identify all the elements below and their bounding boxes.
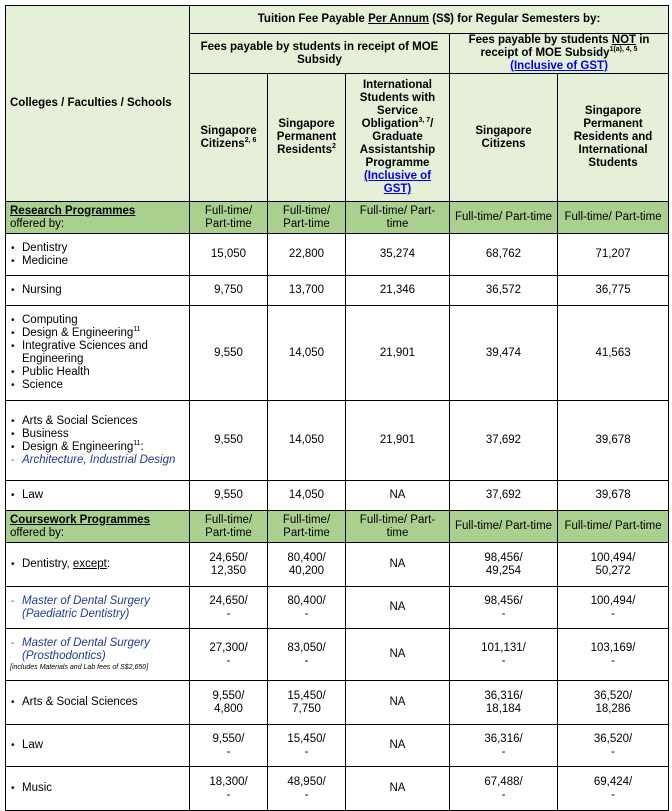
- gst-link[interactable]: (Inclusive of GST): [510, 60, 608, 72]
- fee-value: 35,274: [346, 234, 450, 276]
- fee-line: 9,550/: [212, 689, 245, 702]
- programme-item: [10, 558, 185, 571]
- programme-list: [10, 595, 185, 621]
- programme-name: Master of Dental Surgery (Paediatric Dentistry): [22, 594, 150, 620]
- fee-line: 103,169/: [590, 641, 636, 654]
- col-sg-pr: Singapore Permanent Residents$^2$: [268, 74, 346, 202]
- fee-line: -: [304, 788, 309, 801]
- fee-line: 18,286: [595, 702, 631, 715]
- programme-name: Law: [22, 739, 44, 751]
- fee-line: 98,456/: [484, 551, 523, 564]
- programme-item: [10, 415, 185, 428]
- fee-value: 9,550: [190, 306, 268, 401]
- fee-value: NA: [346, 481, 450, 511]
- programme-item: [10, 366, 185, 379]
- non-moe-subsidy-header: Fees payable by students NOT in receipt of MOE Subsidy$^{1(a), 4, 5}$ (Inclusive of GST): [450, 34, 669, 74]
- programme-cell: [6, 234, 190, 276]
- fee-line: -: [611, 654, 615, 667]
- study-mode-cell: Full-time/ Part-time: [190, 202, 268, 234]
- fee-line: 18,300/: [209, 775, 248, 788]
- study-mode-cell: Full-time/ Part-time: [558, 511, 669, 543]
- study-mode-cell: Full-time/ Part-time: [346, 511, 450, 543]
- fee-line: 100,494/: [590, 551, 636, 564]
- fee-value: [346, 725, 450, 767]
- fee-line: 69,424/: [593, 775, 633, 788]
- programme-name: Master of Dental Surgery (Prosthodontics): [22, 637, 150, 662]
- programme-item: [10, 314, 185, 327]
- programme-item: [10, 441, 185, 454]
- tuition-fee-table: [5, 5, 669, 811]
- programme-cell: [6, 725, 190, 767]
- gst-link[interactable]: (Inclusive of GST): [363, 170, 432, 195]
- fee-value: 71,207: [558, 234, 669, 276]
- fee-line: -: [501, 745, 506, 758]
- fee-line: -: [304, 745, 309, 758]
- programme-item: [10, 327, 185, 340]
- fee-line: 27,300/: [209, 641, 248, 654]
- programme-name: Science: [22, 379, 63, 391]
- fee-value: [190, 681, 268, 725]
- programme-item: [10, 739, 185, 752]
- fee-value: [268, 681, 346, 725]
- fee-line: -: [226, 607, 231, 620]
- programme-cell: [6, 681, 190, 725]
- fee-line: 80,400/: [287, 594, 326, 607]
- programme-list: [10, 415, 185, 467]
- fee-line: -: [611, 607, 615, 620]
- fee-value: 68,762: [450, 234, 558, 276]
- except-label: except: [72, 558, 107, 570]
- fee-line: 24,650/: [209, 594, 248, 607]
- sub-programme-item: [10, 637, 185, 663]
- fee-line: 80,400/: [287, 551, 326, 564]
- fee-value: [268, 725, 346, 767]
- programme-item: [10, 242, 185, 255]
- section-header-row: [6, 511, 669, 543]
- programme-cell: [6, 629, 190, 681]
- fee-row: [6, 276, 669, 306]
- fee-value: [450, 629, 558, 681]
- programme-suffix: :: [140, 440, 144, 453]
- programme-list: [10, 637, 185, 663]
- fee-value: 39,678: [558, 401, 669, 481]
- programme-name: Music: [22, 782, 53, 794]
- fee-value: [346, 681, 450, 725]
- programme-name: Medicine: [22, 254, 69, 267]
- fee-value: 14,050: [268, 306, 346, 401]
- fee-line: -: [226, 654, 231, 667]
- programme-cell: [6, 587, 190, 629]
- fee-value: 22,800: [268, 234, 346, 276]
- programme-name: Dentistry: [22, 241, 68, 254]
- fee-value: [558, 629, 669, 681]
- fee-value: [190, 629, 268, 681]
- fee-value: 36,775: [558, 276, 669, 306]
- col-sg-citizens: Singapore Citizens$^{2, 6}$: [190, 74, 268, 202]
- programme-cell: [6, 401, 190, 481]
- fee-value: [346, 587, 450, 629]
- fee-value: 37,692: [450, 401, 558, 481]
- col-international: International Students with Service Obligation$^{3, 7}$/ Graduate Assistantship Programme (Inclusive of GST): [346, 74, 450, 202]
- programme-cell: [6, 481, 190, 511]
- fee-value: [268, 587, 346, 629]
- fee-note: [includes Materials and Lab fees of S$2,650]: [10, 664, 149, 671]
- programme-list: [10, 558, 185, 571]
- fee-row: [6, 306, 669, 401]
- fee-line: 36,316/: [484, 732, 523, 745]
- main-header: Tuition Fee Payable Per Annum (S$) for Regular Semesters by:: [190, 6, 669, 34]
- fee-line: NA: [389, 739, 406, 751]
- fee-value: [450, 725, 558, 767]
- schools-column-header: Colleges / Faculties / Schools: [6, 6, 190, 202]
- sub-programme-item: [10, 454, 185, 467]
- fee-value: [558, 681, 669, 725]
- fee-value: [450, 587, 558, 629]
- section-offered-by: offered by:: [10, 217, 65, 230]
- programme-list: [10, 489, 185, 502]
- section-title-cell: [6, 511, 190, 543]
- fee-line: -: [501, 788, 506, 801]
- fee-line: NA: [389, 648, 406, 660]
- fee-row: [6, 481, 669, 511]
- fee-row: [6, 401, 669, 481]
- fee-value: [450, 681, 558, 725]
- fee-value: 21,901: [346, 401, 450, 481]
- section-title: Coursework Programmes: [10, 513, 150, 526]
- fee-value: 9,750: [190, 276, 268, 306]
- fee-row: [6, 725, 669, 767]
- programme-name: Design & Engineering: [22, 440, 134, 453]
- fee-row: [6, 629, 669, 681]
- fee-line: 100,494/: [590, 594, 636, 607]
- fee-line: NA: [389, 782, 406, 794]
- programme-item: [10, 428, 185, 441]
- fee-value: 9,550: [190, 401, 268, 481]
- footnote-ref: 11: [133, 326, 141, 334]
- programme-name: Law: [22, 489, 44, 501]
- fee-value: 36,572: [450, 276, 558, 306]
- fee-line: -: [304, 654, 309, 667]
- programme-cell: [6, 276, 190, 306]
- section-header-row: [6, 202, 669, 234]
- fee-line: -: [226, 788, 231, 801]
- study-mode-cell: Full-time/ Part-time: [450, 511, 558, 543]
- fee-line: 12,350: [210, 564, 247, 577]
- study-mode-cell: Full-time/ Part-time: [190, 511, 268, 543]
- fee-value: [268, 543, 346, 587]
- fee-line: NA: [389, 558, 406, 570]
- fee-value: [346, 543, 450, 587]
- fee-value: 15,050: [190, 234, 268, 276]
- programme-suffix: :: [106, 558, 111, 570]
- programme-item: [10, 340, 185, 366]
- programme-name: Computing: [22, 314, 78, 326]
- fee-row: [6, 681, 669, 725]
- fee-value: [190, 725, 268, 767]
- study-mode-cell: Full-time/ Part-time: [346, 202, 450, 234]
- fee-line: -: [501, 654, 506, 667]
- fee-row: [6, 234, 669, 276]
- fee-line: 36,520/: [593, 689, 633, 702]
- fee-line: 36,520/: [593, 732, 633, 745]
- programme-name: Business: [22, 427, 69, 440]
- fee-line: 24,650/: [209, 551, 248, 564]
- programme-name: Architecture, Industrial Design: [22, 453, 176, 466]
- programme-item: [10, 284, 185, 297]
- programme-name: Nursing: [22, 284, 62, 296]
- programme-name: Dentistry,: [22, 558, 73, 570]
- programme-item: [10, 782, 185, 795]
- programme-item: [10, 255, 185, 268]
- fee-line: 40,200: [288, 564, 325, 577]
- programme-list: [10, 314, 185, 392]
- fee-line: NA: [389, 696, 406, 708]
- programme-list: [10, 242, 185, 268]
- programme-item: [10, 379, 185, 392]
- fee-line: -: [226, 745, 231, 758]
- programme-name: Design & Engineering: [22, 327, 134, 339]
- fee-line: -: [501, 607, 506, 620]
- fee-value: [558, 587, 669, 629]
- fee-row: [6, 587, 669, 629]
- study-mode-cell: Full-time/ Part-time: [268, 202, 346, 234]
- fee-line: -: [304, 607, 309, 620]
- fee-line: 101,131/: [481, 641, 526, 654]
- fee-value: 39,678: [558, 481, 669, 511]
- fee-value: 9,550: [190, 481, 268, 511]
- programme-name: Arts & Social Sciences: [22, 414, 138, 427]
- section-title: Research Programmes: [10, 204, 136, 217]
- study-mode-cell: Full-time/ Part-time: [268, 511, 346, 543]
- fee-line: -: [611, 788, 615, 801]
- study-mode-cell: Full-time/ Part-time: [450, 202, 558, 234]
- fee-line: 98,456/: [484, 594, 523, 607]
- fee-line: 15,450/: [287, 732, 326, 745]
- programme-cell: [6, 543, 190, 587]
- programme-item: [10, 696, 185, 709]
- section-offered-by: offered by:: [10, 526, 65, 539]
- fee-line: 7,750: [292, 702, 321, 715]
- study-mode-cell: Full-time/ Part-time: [558, 202, 669, 234]
- fee-value: [346, 629, 450, 681]
- fee-line: 36,316/: [484, 689, 523, 702]
- fee-value: 14,050: [268, 481, 346, 511]
- programme-name: Integrative Sciences and Engineering: [22, 340, 148, 365]
- fee-value: [268, 629, 346, 681]
- fee-value: [558, 543, 669, 587]
- programme-name: Arts & Social Sciences: [22, 696, 138, 708]
- programme-list: [10, 782, 185, 795]
- col-non-moe-pr-intl: Singapore Permanent Residents and International Students: [558, 74, 669, 202]
- fee-line: 67,488/: [484, 775, 523, 788]
- moe-subsidy-header: Fees payable by students in receipt of MOE Subsidy: [190, 34, 450, 74]
- fee-value: 13,700: [268, 276, 346, 306]
- fee-value: [190, 587, 268, 629]
- programme-list: [10, 696, 185, 709]
- fee-value: 21,346: [346, 276, 450, 306]
- programme-item: [10, 489, 185, 502]
- fee-value: 14,050: [268, 401, 346, 481]
- fee-line: 4,800: [214, 702, 243, 715]
- fee-value: [450, 543, 558, 587]
- section-title-cell: [6, 202, 190, 234]
- fee-line: -: [611, 745, 615, 758]
- footnote-ref: 11: [133, 439, 141, 447]
- fee-value: 37,692: [450, 481, 558, 511]
- fee-line: 48,950/: [287, 775, 326, 788]
- fee-line: 9,550/: [212, 732, 245, 745]
- fee-value: [558, 725, 669, 767]
- fee-line: NA: [389, 601, 406, 613]
- fee-line: 15,450/: [287, 689, 326, 702]
- fee-value: 39,474: [450, 306, 558, 401]
- fee-line: 50,272: [595, 564, 631, 577]
- fee-line: 83,050/: [287, 641, 326, 654]
- fee-value: 21,901: [346, 306, 450, 401]
- programme-name: Public Health: [22, 366, 90, 378]
- fee-row: [6, 543, 669, 587]
- programme-list: [10, 739, 185, 752]
- fee-value: [190, 543, 268, 587]
- fee-line: 18,184: [485, 702, 522, 715]
- programme-cell: [6, 306, 190, 401]
- fee-value: 41,563: [558, 306, 669, 401]
- programme-list: [10, 284, 185, 297]
- fee-line: 49,254: [485, 564, 522, 577]
- sub-programme-item: [10, 595, 185, 621]
- col-non-moe-citizens: Singapore Citizens: [450, 74, 558, 202]
